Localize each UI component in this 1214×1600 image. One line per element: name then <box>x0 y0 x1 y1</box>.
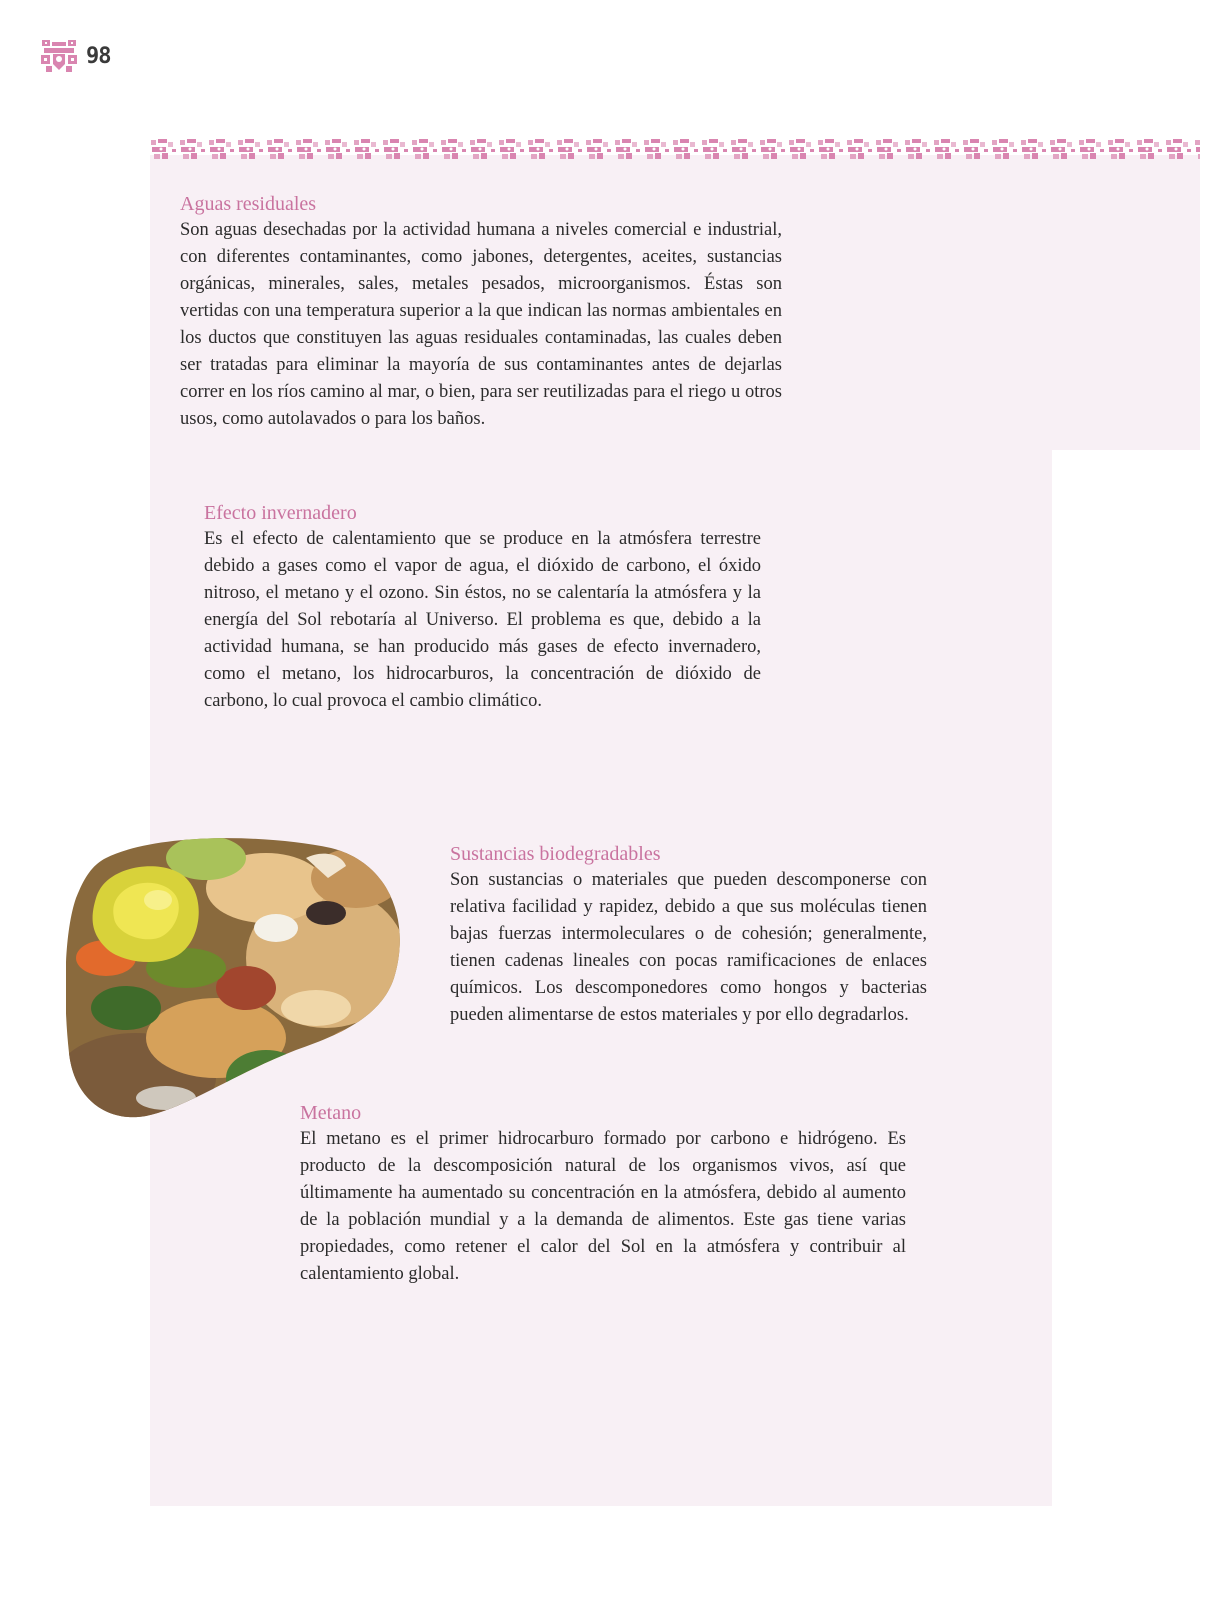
page-header <box>40 38 111 74</box>
term-efecto-invernadero: Efecto invernadero <box>204 502 357 524</box>
term-aguas-residuales: Aguas residuales <box>180 193 317 215</box>
definition-metano: El metano es el primer hidrocarburo formado por carbono e hidrógeno. Es producto de la descomposición natural de los organismos vivos, así que últimamente ha aumentado su concentración en la atmósfera, debido al aumento de la población mundial y a la demanda de alimentos. Este gas tiene varias propiedades, como retener el calor del Sol en la atmósfera y contribuir al calentamiento global. <box>300 1129 906 1284</box>
compost-food-scraps-photo <box>66 838 406 1123</box>
decorative-border <box>150 138 1200 161</box>
definition-aguas-residuales: Son aguas desechadas por la actividad humana a niveles comercial e industrial, con diferentes contaminantes, como jabones, detergentes, aceites, sustancias orgánicas, minerales, sales, metales pesados, microorganismos. Éstas son vertidas con una temperatura superior a la que indican las normas ambientales en los ductos que constituyen las aguas residuales contaminadas, las cuales deben ser tratadas para eliminar la mayoría de sus contaminantes antes de dejarlas correr en los ríos camino al mar, o bien, para ser reutilizadas para el riego u otros usos, como autolavados o para los baños. <box>180 220 782 429</box>
term-sustancias-biodegradables: Sustancias biodegradables <box>450 843 661 865</box>
definition-efecto-invernadero: Es el efecto de calentamiento que se produce en la atmósfera terrestre debido a gases como el vapor de agua, el dióxido de carbono, el óxido nitroso, el metano y el ozono. Sin éstos, no se calentaría la atmósfera y la energía del Sol rebotaría al Universo. El problema es que, debido a la actividad humana, se han producido más gases de efecto invernadero, como el metano, los hidrocarburos, la concentración de dióxido de carbono, lo cual provoca el cambio climático. <box>204 529 761 711</box>
glossary-entry-efecto-invernadero <box>204 500 761 715</box>
term-metano: Metano <box>300 1102 362 1124</box>
page-number: 98 <box>86 43 111 69</box>
glossary-entry-aguas-residuales <box>180 191 782 433</box>
aztec-glyph-icon <box>40 38 78 74</box>
glossary-entry-sustancias-biodegradables <box>450 841 927 1029</box>
glossary-entry-metano <box>300 1100 906 1288</box>
definition-sustancias-biodegradables: Son sustancias o materiales que pueden descomponerse con relativa facilidad y rapidez, debido a que sus moléculas tienen bajas fuerzas intermoleculares o de cohesión; generalmente, tienen cadenas lineales con pocas ramificaciones de enlaces químicos. Los descomponedores como hongos y bacterias pueden alimentarse de estos materiales y por ello degradarlos. <box>450 870 927 1025</box>
